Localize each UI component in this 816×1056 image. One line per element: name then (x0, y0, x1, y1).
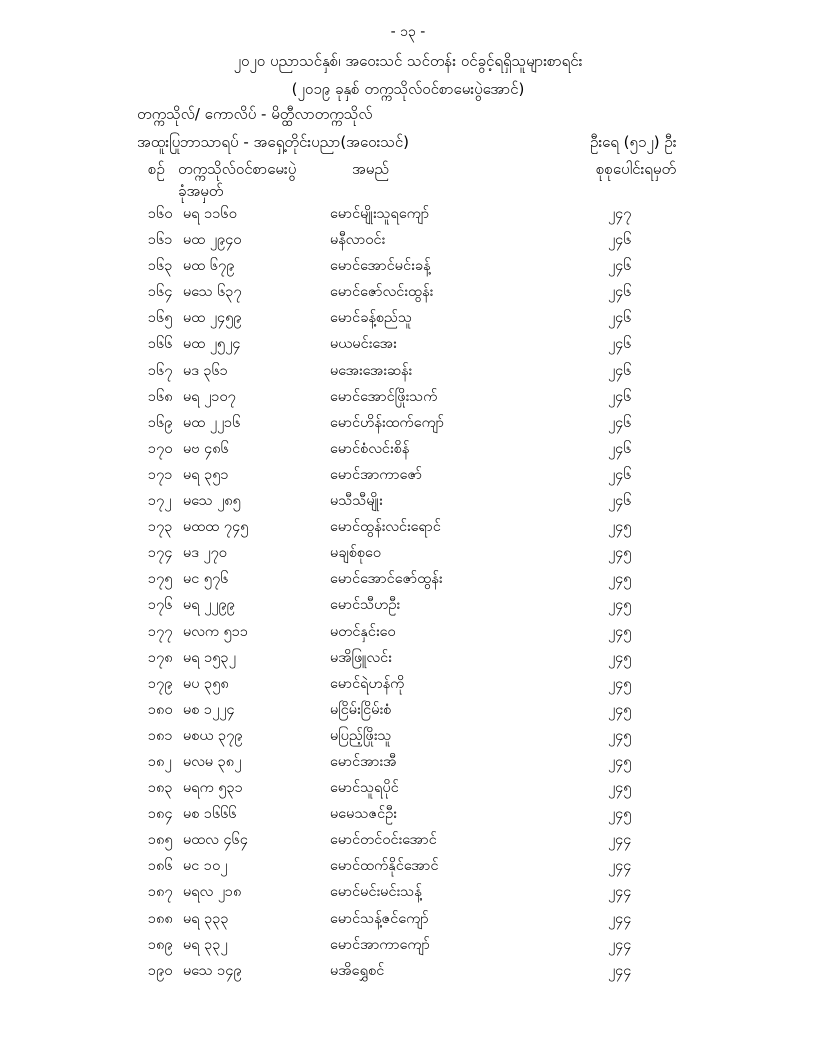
row-number: ၁၆၀ (148, 206, 173, 222)
roll-number: မလက ၅၁၁ (183, 623, 249, 640)
total-score: ၂၄၅ (608, 780, 632, 797)
total-score: ၂၄၄ (608, 884, 632, 901)
total-score: ၂၄၇ (608, 206, 632, 222)
table-row (0, 414, 816, 440)
roll-number: မထ ၂၅၂၄ (183, 336, 241, 353)
total-score: ၂၄၄ (608, 962, 632, 979)
row-number: ၁၇၅ (148, 571, 173, 588)
student-name: မောင်ရဲဟန်ကို (330, 675, 405, 692)
table-row (0, 388, 816, 414)
student-name: မောင်တင်ဝင်းအောင် (330, 832, 437, 849)
roll-number: မထ ၂၂၁၆ (183, 414, 241, 431)
row-number: ၁၈၉ (148, 936, 173, 953)
row-number: ၁၇၁ (148, 466, 173, 483)
roll-number: မရ ၁၁၆၀ (183, 206, 237, 222)
total-score: ၂၄၆ (608, 440, 632, 457)
row-number: ၁၈၄ (148, 806, 173, 823)
roll-number: မထ ၂၉၄၀ (183, 232, 242, 249)
total-score: ၂၄၅ (608, 675, 632, 692)
row-number: ၁၇၇ (148, 623, 173, 640)
roll-number: မထ ၂၄၅၉ (183, 310, 242, 327)
table-row (0, 257, 816, 283)
row-number: ၁၈၈ (148, 910, 173, 927)
row-number: ၁၇၉ (148, 675, 173, 692)
roll-number: မဒ ၂၇၀ (183, 545, 227, 562)
header-name: အမည် (352, 160, 389, 178)
total-score: ၂၄၅ (608, 649, 632, 666)
table-row (0, 779, 816, 805)
row-number: ၁၈၆ (148, 858, 173, 875)
table-row (0, 440, 816, 466)
total-score: ၂၄၅ (608, 519, 632, 536)
university-line: တက္ကသိုလ်/ ကောလိပ် - မိတ္ထီလာတက္ကသိုလ် (137, 105, 373, 123)
student-name: မောင်ဟိန်းထက်ကျော် (330, 414, 445, 431)
row-number: ၁၆၁ (148, 232, 173, 249)
total-score: ၂၄၆ (608, 362, 632, 379)
student-name: မောင်အောင်ဖြိုးသက် (330, 388, 438, 405)
row-number: ၁၇၂ (148, 493, 172, 510)
table-row (0, 805, 816, 831)
table-row (0, 492, 816, 518)
student-name: မပြည့်ဖြိုးသူ (330, 727, 392, 744)
header-score: စုစုပေါင်းရမှတ် (596, 160, 677, 178)
table-row (0, 362, 816, 388)
roll-number: မရ ၃၃၂ (183, 936, 228, 953)
student-name: မောင်မျိုးသူရကျော် (330, 206, 430, 222)
row-number: ၁၈၀ (148, 701, 173, 718)
table-row (0, 831, 816, 857)
student-name: မငြိမ်းငြိမ်းစံ (330, 701, 392, 718)
student-name: မချစ်စုဝေ (330, 545, 382, 562)
document-title: ၂၀၂၀ ပညာသင်နှစ်၊ အဝေးသင် သင်တန်း ဝင်ခွင့်ရရှိသူများစာရင်း (233, 52, 583, 70)
row-number: ၁၆၅ (148, 310, 173, 327)
student-name: မောင်အောင်မင်းခန့် (330, 258, 431, 275)
roll-number: မင ၁၀၂ (183, 858, 228, 875)
total-score: ၂၄၆ (608, 310, 632, 327)
student-name: မောင်အာကာကျော် (330, 936, 430, 953)
table-row (0, 753, 816, 779)
department-line: အထူးပြုဘာသာရပ် - အရှေ့တိုင်းပညာ(အဝေးသင်) (137, 133, 409, 151)
roll-number: မစ ၁၆၆၆ (183, 806, 237, 823)
student-count: ဦးရေ (၅၁၂) ဦး (590, 133, 677, 151)
total-score: ၂၄၅ (608, 727, 632, 744)
total-score: ၂၄၄ (608, 858, 632, 875)
table-row (0, 466, 816, 492)
row-number: ၁၇၃ (148, 519, 173, 536)
roll-number: မစ ၁၂၂၄ (183, 701, 235, 718)
student-name: မောင်ထက်နိုင်အောင် (330, 858, 439, 875)
student-name: မောင်သီဟဦး (330, 597, 401, 614)
document-subtitle: (၂၀၁၉ ခုနှစ် တက္ကသိုလ်ဝင်စာမေးပွဲအောင်) (291, 80, 525, 98)
table-row (0, 205, 816, 231)
student-name: မောင်အာကာဇော် (330, 466, 423, 483)
student-name: မသီသီမျိုး (330, 493, 383, 510)
student-name: မောင်စံလင်းစိန် (330, 440, 410, 457)
roll-number: မရက ၅၃၁ (183, 780, 243, 797)
student-name: မယမင်းအေး (330, 336, 397, 353)
row-number: ၁၈၂ (148, 753, 172, 770)
total-score: ၂၄၅ (608, 753, 632, 770)
roll-number: မရ ၁၅၃၂ (183, 649, 236, 666)
row-number: ၁၇၆ (148, 597, 173, 614)
roll-number: မဒ ၃၆၁ (183, 362, 228, 379)
row-number: ၁၆၇ (148, 362, 173, 379)
student-name: မောင်ဇော်လင်းထွန်း (330, 284, 434, 301)
student-name: မောင်အောင်ဇော်ထွန်း (330, 571, 443, 588)
total-score: ၂၄၅ (608, 806, 632, 823)
roll-number: မစယ ၃၇၉ (183, 727, 243, 744)
table-row (0, 910, 816, 936)
table-row (0, 283, 816, 309)
row-number: ၁၆၉ (148, 414, 173, 431)
total-score: ၂၄၄ (608, 832, 632, 849)
roll-number: မဗ ၄၈၆ (183, 440, 229, 457)
roll-number: မလမ ၃၈၂ (183, 753, 242, 770)
table-row (0, 518, 816, 544)
row-number: ၁၈၅ (148, 832, 173, 849)
row-number: ၁၈၃ (148, 780, 173, 797)
roll-number: မရ ၃၃၃ (183, 910, 229, 927)
total-score: ၂၄၅ (608, 597, 632, 614)
table-row (0, 231, 816, 257)
total-score: ၂၄၆ (608, 388, 632, 405)
roll-number: မပ ၃၅၈ (183, 675, 229, 692)
total-score: ၂၄၆ (608, 336, 632, 353)
table-row (0, 936, 816, 962)
total-score: ၂၄၆ (608, 493, 632, 510)
table-row (0, 701, 816, 727)
header-no: စဉ် (148, 160, 165, 178)
roll-number: မထ ၆၇၉ (183, 258, 235, 275)
student-name: မမေသဇင်ဦး (330, 806, 397, 823)
total-score: ၂၄၆ (608, 466, 632, 483)
roll-number: မရ ၂၁၀၇ (183, 388, 236, 405)
roll-number: မထလ ၄၆၄ (183, 832, 248, 849)
row-number: ၁၆၄ (148, 284, 173, 301)
roll-number: မရလ ၂၁၈ (183, 884, 242, 901)
table-row (0, 857, 816, 883)
student-name: မအိဖြူလင်း (330, 649, 392, 666)
roll-number: မသေ ၂၈၅ (183, 493, 241, 510)
row-number: ၁၈၁ (148, 727, 173, 744)
row-number: ၁၆၈ (148, 388, 173, 405)
student-name: မောင်အားအီ (330, 753, 397, 770)
student-name: မနီလာဝင်း (330, 232, 386, 249)
roll-number: မထထ ၇၄၅ (183, 519, 249, 536)
student-list (0, 205, 816, 988)
table-row (0, 675, 816, 701)
total-score: ၂၄၆ (608, 284, 632, 301)
roll-number: မရ ၂၂၉၉ (183, 597, 235, 614)
row-number: ၁၉၀ (148, 962, 173, 979)
header-roll: တက္ကသိုလ်ဝင်စာမေးပွဲ (178, 160, 297, 178)
total-score: ၂၄၅ (608, 623, 632, 640)
table-row (0, 309, 816, 335)
table-row (0, 727, 816, 753)
total-score: ၂၄၆ (608, 232, 632, 249)
total-score: ၂၄၅ (608, 701, 632, 718)
roll-number: မသေ ၆၃၇ (183, 284, 242, 301)
roll-number: မင ၅၇၆ (183, 571, 229, 588)
table-row (0, 570, 816, 596)
student-name: မောင်မင်းမင်းသန့် (330, 884, 422, 901)
row-number: ၁၆၃ (148, 258, 173, 275)
student-name: မောင်ထွန်းလင်းရောင် (330, 519, 441, 536)
header-roll-line-2: ခုံအမှတ် (178, 182, 224, 200)
total-score: ၂၄၄ (608, 936, 632, 953)
roll-number: မရ ၃၅၁ (183, 466, 229, 483)
row-number: ၁၆၆ (148, 336, 173, 353)
student-name: မောင်သန့်ဇင်ကျော် (330, 910, 429, 927)
roll-number: မသေ ၁၄၉ (183, 962, 242, 979)
table-row (0, 883, 816, 909)
table-row (0, 596, 816, 622)
row-number: ၁၈၇ (148, 884, 173, 901)
row-number: ၁၇၀ (148, 440, 173, 457)
total-score: ၂၄၅ (608, 571, 632, 588)
student-name: မအိရွှေစင် (330, 962, 385, 979)
total-score: ၂၄၆ (608, 258, 632, 275)
total-score: ၂၄၅ (608, 545, 632, 562)
table-row (0, 544, 816, 570)
student-name: မတင်နှင်းဝေ (330, 623, 396, 640)
total-score: ၂၄၆ (608, 414, 632, 431)
student-name: မောင်သူရပိုင် (330, 780, 399, 797)
student-name: မောင်ခန့်စည်သူ (330, 310, 413, 327)
table-row (0, 335, 816, 361)
table-row (0, 962, 816, 988)
table-row (0, 623, 816, 649)
row-number: ၁၇၄ (148, 545, 173, 562)
student-name: မအေးအေးဆန်း (330, 362, 413, 379)
page-number: - ၁၃ - (390, 24, 426, 40)
table-row (0, 649, 816, 675)
row-number: ၁၇၈ (148, 649, 173, 666)
total-score: ၂၄၄ (608, 910, 632, 927)
